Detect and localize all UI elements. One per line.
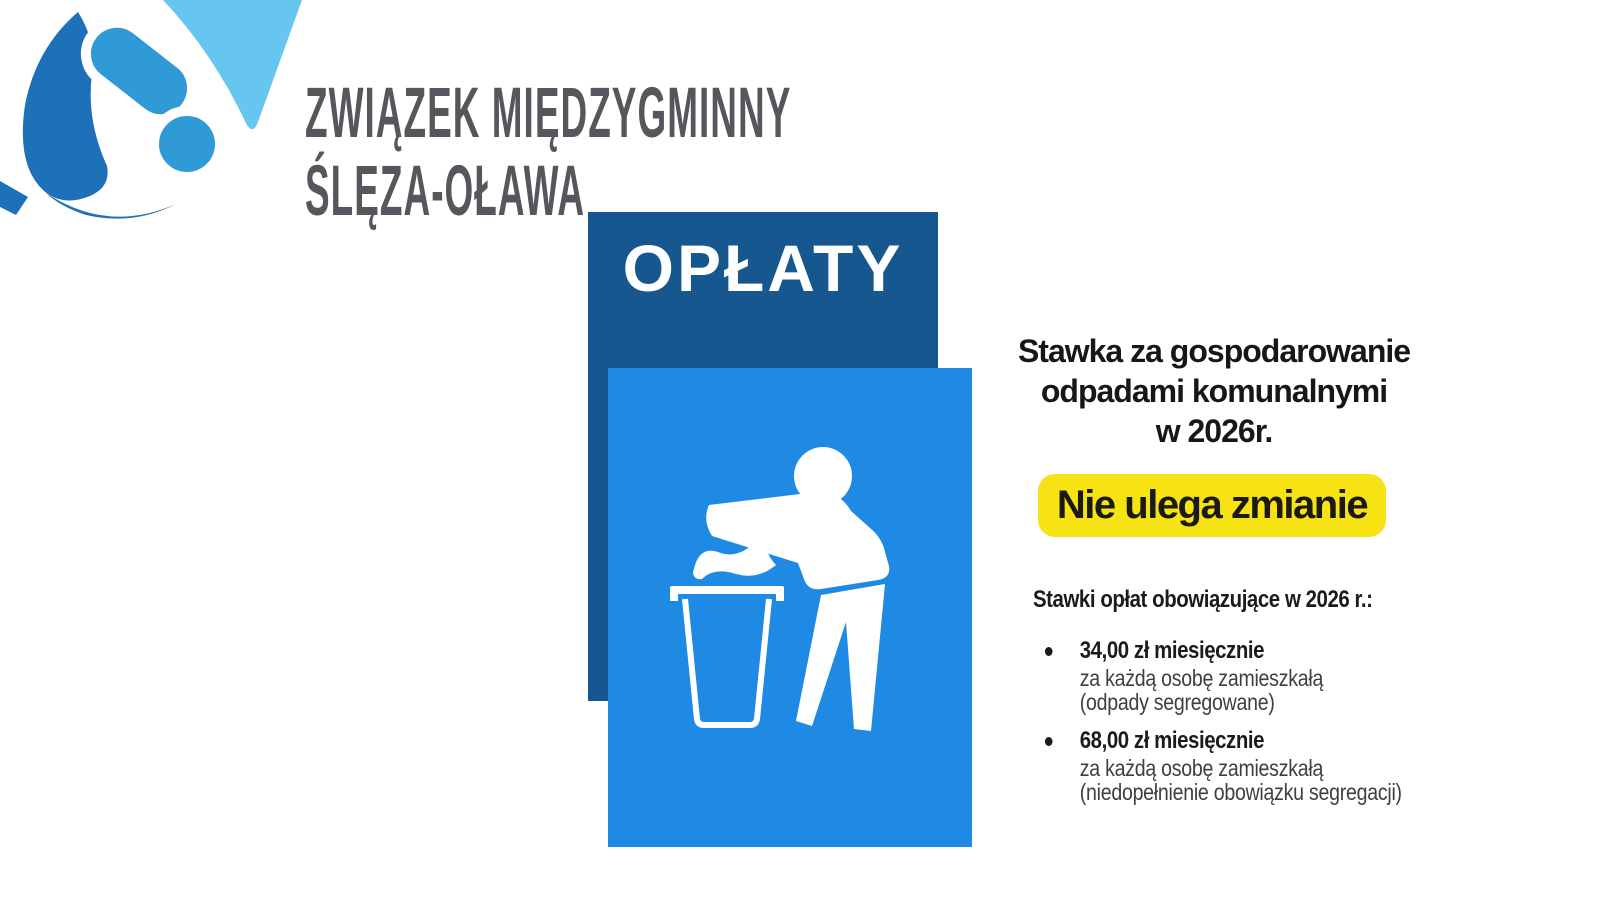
logo-darkblue-stub <box>0 181 28 215</box>
pictogram-card <box>608 368 972 847</box>
rate-price: 68,00 zł miesięcznie <box>1079 727 1265 754</box>
bin-body <box>685 599 769 725</box>
rate-price: 34,00 zł miesięcznie <box>1079 637 1265 664</box>
tidyman-litter-disposal-icon <box>608 368 972 847</box>
org-name-line-1: ZWIĄZEK MIĘDZYGMINNY <box>305 74 792 153</box>
oplaty-banner-label: OPŁATY <box>622 231 904 305</box>
bullet-dot <box>1045 647 1053 656</box>
rate-desc-line: za każdą osobę zamieszkałą <box>1079 755 1324 781</box>
org-name <box>305 75 791 231</box>
tidyman-body-arm <box>706 492 889 590</box>
rate-desc-line: (odpady segregowane) <box>1079 689 1275 715</box>
rate-item-unsegregated <box>1033 727 1441 804</box>
rate-item-segregated <box>1033 637 1441 714</box>
logo-midblue-dot <box>154 111 220 177</box>
rates-heading: Stawki opłat obowiązujące w 2026 r.: <box>1033 586 1373 613</box>
rate-title <box>1008 331 1420 451</box>
rate-title-line-3: w 2026r. <box>1155 413 1273 449</box>
no-change-badge-label: Nie ulega zmianie <box>1056 483 1368 527</box>
bin-rim-left-tab <box>670 592 678 601</box>
org-logo-icon <box>0 0 310 235</box>
bullet-dot <box>1045 737 1053 746</box>
bin-rim-right-tab <box>776 592 784 601</box>
tidyman-legs <box>796 584 885 731</box>
rate-title-line-2: odpadami komunalnymi <box>1040 373 1388 409</box>
rate-desc-line: (niedopełnienie obowiązku segregacji) <box>1079 779 1402 805</box>
org-name-line-2: ŚLĘZA-OŁAWA <box>305 152 586 231</box>
rates-section <box>1033 586 1441 817</box>
tidyman-paper <box>693 541 776 579</box>
no-change-badge <box>1038 474 1386 537</box>
rate-desc-line: za każdą osobę zamieszkałą <box>1079 665 1324 691</box>
bin-rim <box>670 586 784 594</box>
rate-title-line-1: Stawka za gospodarowanie <box>1017 333 1411 369</box>
